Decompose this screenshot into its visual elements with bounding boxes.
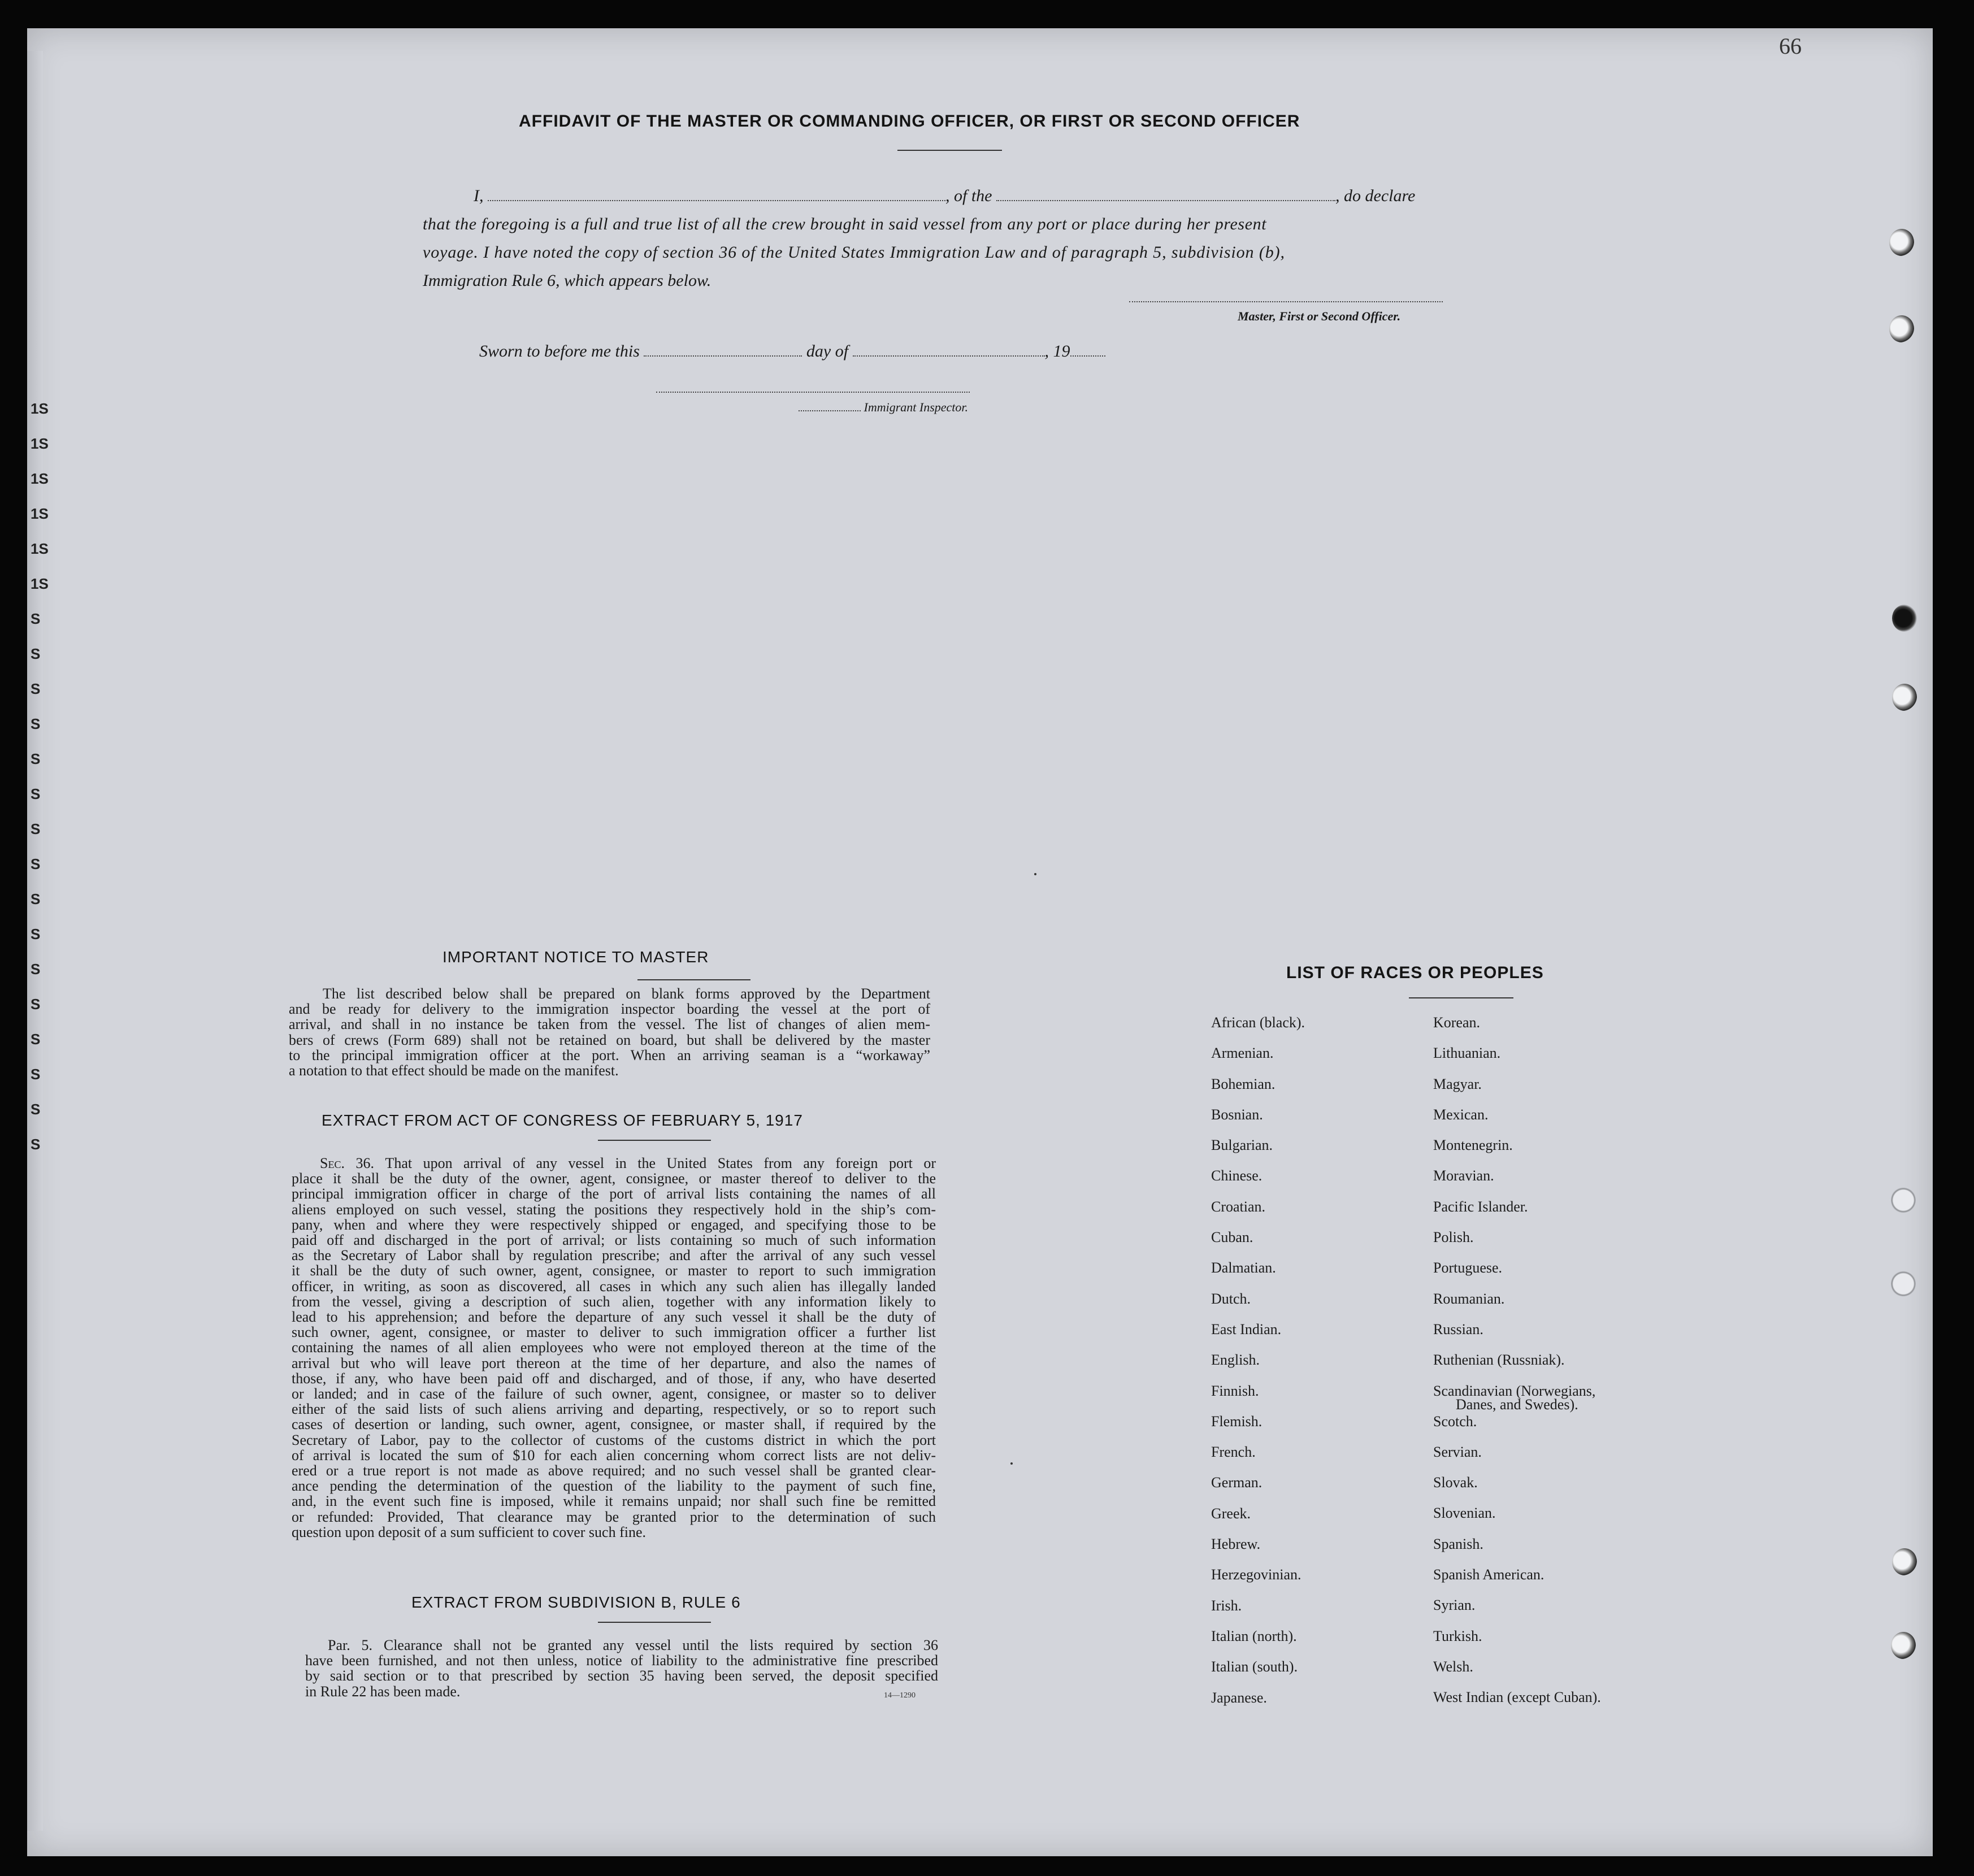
page-number: 66 bbox=[1779, 33, 1802, 59]
race-item: Slovak. bbox=[1433, 1474, 1478, 1491]
edge-tab-label: S bbox=[31, 1031, 41, 1048]
text-line bbox=[292, 1509, 936, 1525]
race-item: Korean. bbox=[1433, 1014, 1481, 1031]
line-text: lead to his apprehension; and before the departure of any such vessel it shall be the duty of bbox=[292, 1309, 936, 1326]
race-item: Syrian. bbox=[1433, 1597, 1476, 1614]
race-item: Spanish. bbox=[1433, 1535, 1483, 1552]
text-line bbox=[292, 1417, 936, 1432]
race-item: Ruthenian (Russniak). bbox=[1433, 1352, 1565, 1369]
edge-tab-label: S bbox=[31, 996, 41, 1013]
race-item: Greek. bbox=[1211, 1505, 1251, 1522]
line-text: from the vessel, giving a description of such alien, together with any information likely to bbox=[292, 1293, 936, 1310]
rule-extract-title: EXTRACT FROM SUBDIVISION B, RULE 6 bbox=[411, 1593, 741, 1611]
edge-tab-label: 1S bbox=[31, 540, 49, 557]
notice-title: IMPORTANT NOTICE TO MASTER bbox=[442, 948, 709, 966]
punch-hole bbox=[1892, 684, 1917, 711]
rule-divider bbox=[598, 1622, 711, 1623]
race-item: Mexican. bbox=[1433, 1106, 1489, 1123]
race-item: Hebrew. bbox=[1211, 1536, 1261, 1553]
race-item: Welsh. bbox=[1433, 1658, 1473, 1675]
edge-tab-label: S bbox=[31, 856, 41, 872]
text-line bbox=[292, 1279, 936, 1294]
line-text: it shall be the duty of such owner, agent, consignee, or master to report to such immigration bbox=[292, 1262, 936, 1279]
race-item: Slovenian. bbox=[1433, 1505, 1496, 1522]
race-item: Chinese. bbox=[1211, 1167, 1263, 1184]
race-item: Pacific Islander. bbox=[1433, 1198, 1528, 1215]
rule-extract-body bbox=[305, 1638, 938, 1699]
text-line bbox=[292, 1217, 936, 1232]
edge-tab-label: 1S bbox=[31, 505, 49, 522]
race-item: Croatian. bbox=[1211, 1198, 1266, 1215]
edge-tab-label: S bbox=[31, 715, 41, 732]
notice-body bbox=[289, 986, 930, 1078]
edge-tab-label: S bbox=[31, 750, 41, 767]
line-text: question upon deposit of a sum sufficient to cover such fine. bbox=[292, 1523, 647, 1540]
edge-tab-label: S bbox=[31, 926, 41, 943]
line-text: pany, when and where they were respectively shipped or engaged, and specifying those to be bbox=[292, 1216, 936, 1233]
races-left-column bbox=[1211, 1014, 1305, 1720]
race-item: Portuguese. bbox=[1433, 1260, 1503, 1276]
line-text: paid off and discharged in the port of arrival; or lists containing so much of such information bbox=[292, 1232, 936, 1249]
line-text: of arrival is located the sum of $10 for each alien concerning whom correct lists are not deliv- bbox=[292, 1447, 936, 1464]
race-item: Herzegovinian. bbox=[1211, 1566, 1301, 1583]
race-item: East Indian. bbox=[1211, 1321, 1282, 1337]
race-item: Cuban. bbox=[1211, 1229, 1253, 1246]
text-line bbox=[292, 1356, 936, 1371]
manifest-page bbox=[27, 28, 1933, 1856]
race-item: Armenian. bbox=[1211, 1045, 1274, 1062]
notice-divider bbox=[637, 979, 750, 980]
race-item: Montenegrin. bbox=[1433, 1137, 1513, 1154]
text-line: by said section or to that prescribed by section 35 having been served, the deposit specified bbox=[305, 1667, 938, 1684]
text-line bbox=[292, 1294, 936, 1309]
text-line: The list described below shall be prepared on blank forms approved by the Department bbox=[323, 985, 930, 1002]
race-item: Bulgarian. bbox=[1211, 1137, 1273, 1154]
race-item: Moravian. bbox=[1433, 1167, 1494, 1184]
section-label: Sec. 36. bbox=[320, 1155, 385, 1171]
punch-hole bbox=[1892, 1548, 1917, 1575]
text-line: bers of crews (Form 689) shall not be retained on board, but shall be delivered by the master bbox=[289, 1031, 930, 1048]
edge-tab-label: S bbox=[31, 645, 41, 662]
text-line: have been furnished, and not then unless, notice of liability to the administrative fine prescribed bbox=[305, 1652, 938, 1669]
race-item: English. bbox=[1211, 1352, 1260, 1369]
edge-tab-label: 1S bbox=[31, 470, 49, 487]
affidavit-line-3: voyage. I have noted the copy of section 36 of the United States Immigration Law and of paragraph 5, subdivision (b), bbox=[423, 243, 1285, 262]
act-divider bbox=[598, 1140, 711, 1141]
act-extract-body bbox=[292, 1156, 936, 1540]
line-text: arrival but who will leave port thereon at the time of her departure, and also the names of bbox=[292, 1354, 936, 1371]
edge-tab-label: S bbox=[31, 1136, 41, 1153]
race-item: French. bbox=[1211, 1444, 1256, 1461]
text-line: Par. 5. Clearance shall not be granted any vessel until the lists required by section 36 bbox=[328, 1637, 938, 1653]
edge-tab-label: S bbox=[31, 961, 41, 978]
race-item: Irish. bbox=[1211, 1597, 1242, 1614]
text-line bbox=[292, 1386, 936, 1401]
inspector-label: Immigrant Inspector. bbox=[799, 400, 968, 415]
sworn-line: Sworn to before me this day of , 19 bbox=[479, 342, 1105, 361]
text-line: a notation to that effect should be made on the manifest. bbox=[289, 1062, 619, 1079]
text-line bbox=[292, 1340, 936, 1355]
signature-line bbox=[1129, 301, 1443, 302]
line-text: aliens employed on such vessel, stating the positions they respectively hold in the ship’s com- bbox=[292, 1201, 936, 1218]
race-item: Scandinavian (Norwegians, bbox=[1433, 1382, 1596, 1399]
text-line bbox=[292, 1432, 936, 1448]
race-item: Russian. bbox=[1433, 1321, 1483, 1337]
inspector-signature-line bbox=[656, 392, 970, 393]
text-line bbox=[292, 1525, 936, 1540]
edge-tab-label: S bbox=[31, 610, 41, 627]
race-item: Dalmatian. bbox=[1211, 1260, 1276, 1276]
text-line bbox=[292, 1202, 936, 1217]
punch-hole bbox=[1892, 605, 1917, 632]
text-line bbox=[292, 1232, 936, 1248]
text-line: to the principal immigration officer at the port. When an arriving seaman is a “workaway” bbox=[289, 1046, 930, 1063]
race-item: Servian. bbox=[1433, 1443, 1482, 1460]
edge-tab-label: S bbox=[31, 891, 41, 907]
signature-label: Master, First or Second Officer. bbox=[1238, 309, 1401, 323]
line-text: Secretary of Labor, pay to the collector of customs of the customs district in which the port bbox=[292, 1431, 936, 1448]
speck bbox=[1010, 1462, 1013, 1465]
edge-tab-label: S bbox=[31, 1066, 41, 1083]
text-line bbox=[292, 1463, 936, 1478]
races-title: LIST OF RACES OR PEOPLES bbox=[1286, 963, 1544, 982]
line-text: ered or a true report is not made as above required; and no such vessel shall be granted clear- bbox=[292, 1462, 936, 1479]
line-text: cases of desertion or landing, such owner, agent, consignee, or master shall, if required by the bbox=[292, 1416, 936, 1433]
line-text: containing the names of all alien employees who were not employed thereon at the time of the bbox=[292, 1339, 936, 1356]
affidavit-line-4: Immigration Rule 6, which appears below. bbox=[423, 271, 711, 290]
text-line: and be ready for delivery to the immigration inspector boarding the vessel at the port of bbox=[289, 1001, 930, 1018]
text-line bbox=[292, 1263, 936, 1278]
text-line bbox=[292, 1478, 936, 1493]
line-text: That upon arrival of any vessel in the United States from any foreign port or bbox=[385, 1155, 936, 1171]
affidavit-title: AFFIDAVIT OF THE MASTER OR COMMANDING OFFICER, OR FIRST OR SECOND OFFICER bbox=[519, 112, 1300, 131]
text-line bbox=[292, 1171, 936, 1186]
act-extract-title: EXTRACT FROM ACT OF CONGRESS OF FEBRUARY 5, 1917 bbox=[322, 1111, 803, 1129]
edge-tab-label: 1S bbox=[31, 400, 49, 417]
text-line bbox=[292, 1371, 936, 1386]
line-text: or landed; and in case of the failure of such owner, agent, consignee, or master so to deliver bbox=[292, 1386, 936, 1402]
line-text: as the Secretary of Labor shall by regulation prescribe; and after the arrival of any such vessel bbox=[292, 1247, 936, 1264]
races-right-column bbox=[1433, 1014, 1601, 1720]
line-text: place it shall be the duty of the owner, agent, consignee, or master thereof to deliver to the bbox=[292, 1170, 936, 1187]
text-line bbox=[292, 1401, 936, 1417]
text-line bbox=[292, 1248, 936, 1263]
line-text: or refunded: Provided, That clearance may be granted prior to the determination of such bbox=[292, 1508, 936, 1525]
line-text: principal immigration officer in charge of the port of arrival lists containing the names of all bbox=[292, 1185, 936, 1202]
race-item: Magyar. bbox=[1433, 1075, 1482, 1092]
edge-tab-label: S bbox=[31, 785, 41, 802]
affidavit-line-1: I, , of the , do declare bbox=[474, 186, 1416, 205]
line-text: ance pending the determination of the question of the liability to the payment of such fine, bbox=[292, 1478, 936, 1495]
punch-hole bbox=[1889, 315, 1914, 342]
race-item: African (black). bbox=[1211, 1014, 1305, 1031]
text-line bbox=[292, 1448, 936, 1463]
form-code: 14—1290 bbox=[884, 1691, 916, 1700]
race-item: Scotch. bbox=[1433, 1413, 1477, 1430]
line-text: such owner, agent, consignee, or master to deliver to such immigration officer a further list bbox=[292, 1324, 936, 1341]
races-divider bbox=[1409, 997, 1513, 998]
text-line bbox=[292, 1325, 936, 1340]
race-item: Italian (north). bbox=[1211, 1627, 1297, 1644]
race-item: Bohemian. bbox=[1211, 1075, 1275, 1092]
text-line bbox=[292, 1156, 936, 1171]
text-line: arrival, and shall in no instance be taken from the vessel. The list of changes of alien mem- bbox=[289, 1016, 930, 1033]
affidavit-line-2: that the foregoing is a full and true list of all the crew brought in said vessel from any port or place during her present bbox=[423, 215, 1267, 233]
line-text: officer, in writing, as soon as discovered, all cases in which any such alien has illegally landed bbox=[292, 1278, 936, 1295]
race-item: West Indian (except Cuban). bbox=[1433, 1689, 1601, 1706]
edge-tab-label: 1S bbox=[31, 575, 49, 592]
race-item: Dutch. bbox=[1211, 1290, 1251, 1307]
race-item: Italian (south). bbox=[1211, 1658, 1298, 1675]
line-text: those, if any, who have been paid off and discharged, and of those, if any, who have deserted bbox=[292, 1370, 936, 1387]
text-line bbox=[292, 1493, 936, 1509]
race-item: Spanish American. bbox=[1433, 1566, 1545, 1583]
line-text: either of the said lists of such aliens arriving and departing, respectively, or so to report such bbox=[292, 1401, 936, 1418]
edge-tab-label: S bbox=[31, 1101, 41, 1118]
punch-hole bbox=[1891, 1187, 1916, 1214]
race-item: Lithuanian. bbox=[1433, 1045, 1501, 1062]
race-item: Finnish. bbox=[1211, 1382, 1259, 1399]
race-item: Flemish. bbox=[1211, 1413, 1263, 1430]
race-item: German. bbox=[1211, 1474, 1263, 1491]
punch-hole bbox=[1889, 229, 1914, 256]
speck bbox=[1034, 873, 1036, 875]
line-text: and, in the event such fine is imposed, while it remains unpaid; nor shall such fine be remitted bbox=[292, 1493, 936, 1510]
edge-tab-label: 1S bbox=[31, 435, 49, 452]
punch-hole bbox=[1891, 1270, 1916, 1297]
text-line bbox=[292, 1309, 936, 1325]
punch-hole bbox=[1891, 1632, 1916, 1659]
text-line: in Rule 22 has been made. bbox=[305, 1683, 461, 1700]
race-item: Danes, and Swedes). bbox=[1456, 1396, 1578, 1413]
race-item: Polish. bbox=[1433, 1229, 1474, 1246]
text-line bbox=[292, 1186, 936, 1201]
edge-tab-label: S bbox=[31, 820, 41, 837]
race-item: Turkish. bbox=[1433, 1627, 1482, 1644]
race-item: Bosnian. bbox=[1211, 1106, 1263, 1123]
race-item: Japanese. bbox=[1211, 1689, 1267, 1706]
title-divider bbox=[897, 150, 1002, 151]
race-item: Roumanian. bbox=[1433, 1290, 1505, 1307]
edge-tab-label: S bbox=[31, 680, 41, 697]
